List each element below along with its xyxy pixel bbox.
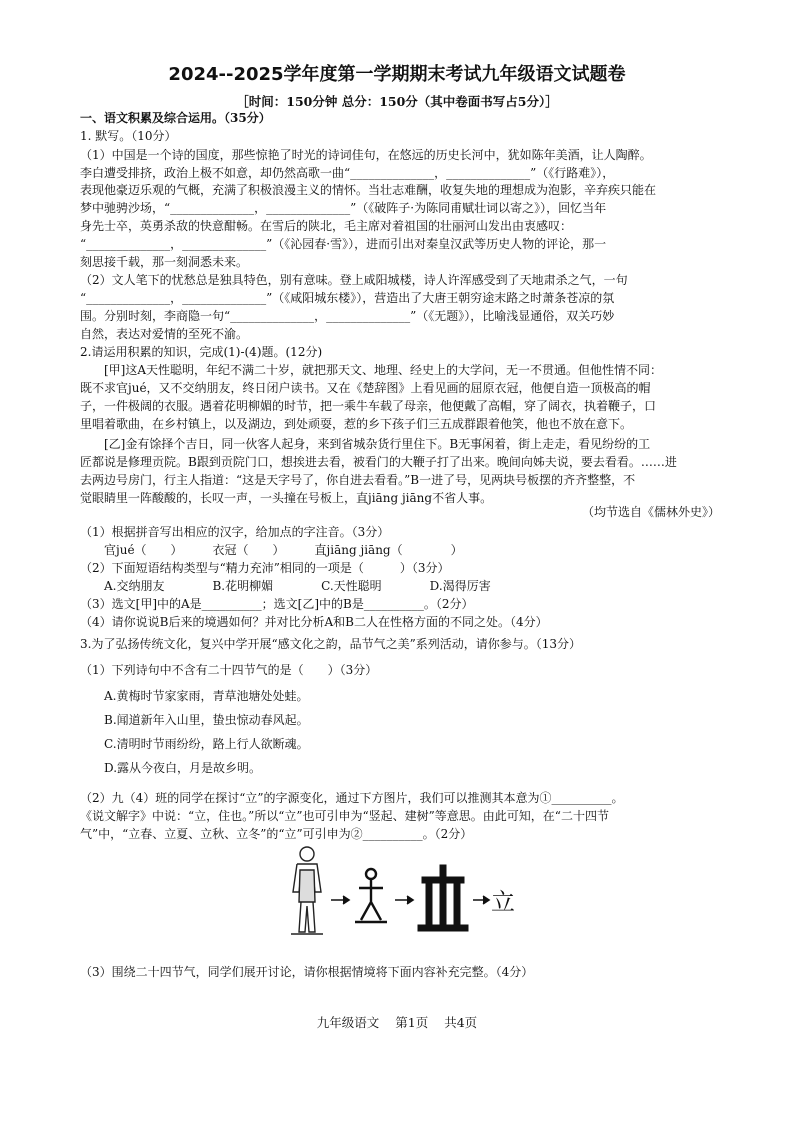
text-line: 刻思接千载，那一刻洞悉未来。 <box>80 255 249 269</box>
text-line: （4）请你说说B后来的境遇如何？并对比分析A和B二人在性格方面的不同之处。（4分） <box>80 615 548 629</box>
arrow-1 <box>331 896 349 904</box>
text-line: 2.请运用积累的知识，完成(1)-(4)题。(12分) <box>80 345 323 359</box>
modern-li-glyph: 立 <box>491 888 515 916</box>
text-line: （2）九（4）班的同学在探讨“立”的字源变化，通过下方图片，我们可以推测其本意为①__________。 <box>80 791 624 805</box>
standing-man-drawing <box>291 847 323 934</box>
text-line: 气”中，“立春、立夏、立秋、立冬”的“立”可引申为②__________。（2分） <box>80 827 473 841</box>
text-line: （1）根据拼音写出相应的汉字，给加点的字注音。（3分） <box>80 525 390 539</box>
page-footer <box>0 1013 794 1031</box>
text-line: （2）文人笔下的忧愁总是独具特色，别有意味。登上咸阳城楼，诗人许浑感受到了天地肃杀之气，一句 <box>80 273 628 287</box>
text-line: “______________，______________”（《咸阳城东楼》），营造出了大唐王朝穷途末路之时萧条苍凉的氛 <box>80 291 615 305</box>
text-line: 去两边号房门，行主人指道：“这是天字号了，你自进去看看。”B一进了号，见两块号板摆的齐齐整整，不 <box>80 473 636 487</box>
text-line: 围。分别时刻，李商隐一句“______________，______________”（《无题》），比喻浅显通俗，双关巧妙 <box>80 309 615 323</box>
text-line: 官jué（ ） 衣冠（ ） 直jiāng jiāng（ ） <box>80 543 463 557</box>
footer-subject: 九年级语文 <box>316 1015 380 1030</box>
footer-total: 共4页 <box>444 1015 478 1030</box>
arrow-2 <box>395 896 413 904</box>
bronze-li-glyph <box>421 868 465 928</box>
text-line: 身先士卒，英勇杀敌的快意酣畅。在雪后的陕北，毛主席对着祖国的壮丽河山发出由衷感叹： <box>80 219 573 233</box>
text-line: 李白遭受排挤，政治上极不如意，却仍然高歌一曲“______________，______________”（《行路难》）， <box>80 166 615 180</box>
li-character-evolution-figure <box>285 840 525 940</box>
text-line: （1）下列诗句中不含有二十四节气的是（ ）（3分） <box>80 663 378 677</box>
text-line: （均节选自《儒林外史》） <box>581 505 720 519</box>
text-line: 一、语文积累及综合运用。（35分） <box>80 111 271 125</box>
text-line: 子，一件极阔的衣服。遇着花明柳媚的时节，把一乘牛车载了母亲，他便戴了高帽，穿了阔衣，执着鞭子，口 <box>80 399 657 413</box>
text-line: 既不求官jué，又不交纳朋友，终日闭户读书。又在《楚辞图》上看见画的屈原衣冠，他便自造一顶极高的帽 <box>80 381 651 395</box>
text-line: （3）选文[甲]中的A是__________；选文[乙]中的B是__________。（2分） <box>80 597 474 611</box>
footer-page: 第1页 <box>395 1015 429 1030</box>
text-line: D.露从今夜白，月是故乡明。 <box>80 761 262 775</box>
text-line: 表现他豪迈乐观的气概，充满了积极浪漫主义的情怀。当壮志难酬，收复失地的理想成为泡影，辛弃疾只能在 <box>80 183 657 197</box>
text-line: 里唱着歌曲，在乡村镇上，以及湖边，到处顽耍，惹的乡下孩子们三五成群跟着他笑，他也不放在意下。 <box>80 417 633 431</box>
arrow-3 <box>473 896 489 904</box>
text-line: 觉眼睛里一阵酸酸的，长叹一声，一头撞在号板上，直jiāng jiāng不省人事。 <box>80 491 493 505</box>
oracle-li-glyph <box>355 869 387 922</box>
text-line: [乙]金有馀择个吉日，同一伙客人起身，来到省城杂货行里住下。B无事闲着，街上走走，看见纷纷的工 <box>80 437 651 451</box>
text-line: 梦中驰骋沙场，“______________，______________”（《破阵子·为陈同甫赋壮词以寄之》），回忆当年 <box>80 201 607 215</box>
text-line: 3.为了弘扬传统文化，复兴中学开展“感文化之韵，品节气之美”系列活动，请你参与。（13分） <box>80 637 581 651</box>
text-line: 《说文解字》中说：“立，住也。”所以“立”也可引申为“竖起、建树”等意思。由此可知，在“二十四节 <box>80 809 609 823</box>
text-line: （1）中国是一个诗的国度，那些惊艳了时光的诗词佳句，在悠远的历史长河中，犹如陈年美酒，让人陶醉。 <box>80 148 652 162</box>
text-line: B.闻道新年入山里，蛰虫惊动春风起。 <box>80 713 309 727</box>
text-line: （3）围绕二十四节气，同学们展开讨论，请你根据情境将下面内容补充完整。（4分） <box>80 965 534 979</box>
text-line: “______________，______________”（《沁园春·雪》），进而引出对秦皇汉武等历史人物的评论，那一 <box>80 237 607 251</box>
text-line: [甲]这A天性聪明，年纪不满二十岁，就把那天文、地理、经史上的大学问，无一不贯通。但他性情不同： <box>80 363 663 377</box>
text-line: C.清明时节雨纷纷，路上行人欲断魂。 <box>80 737 309 751</box>
text-line: A.交纳朋友 B.花明柳媚 C.天性聪明 D.渴得厉害 <box>80 579 491 593</box>
exam-subtitle: ［时间：150分钟 总分：150分（其中卷面书写占5分）］ <box>236 94 558 109</box>
text-line: 自然，表达对爱情的至死不渝。 <box>80 327 249 341</box>
text-line: （2）下面短语结构类型与“精力充沛”相同的一项是（ ）（3分） <box>80 561 450 575</box>
text-line: A.黄梅时节家家雨，青草池塘处处蛙。 <box>80 689 309 703</box>
text-line: 1. 默写。（10分） <box>80 129 177 143</box>
exam-title: 2024--2025学年度第一学期期末考试九年级语文试题卷 <box>168 64 626 85</box>
text-line: 匠都说是修理贡院。B跟到贡院门口，想挨进去看，被看门的大鞭子打了出来。晚间向姊夫说，要去看看。……进 <box>80 455 677 469</box>
